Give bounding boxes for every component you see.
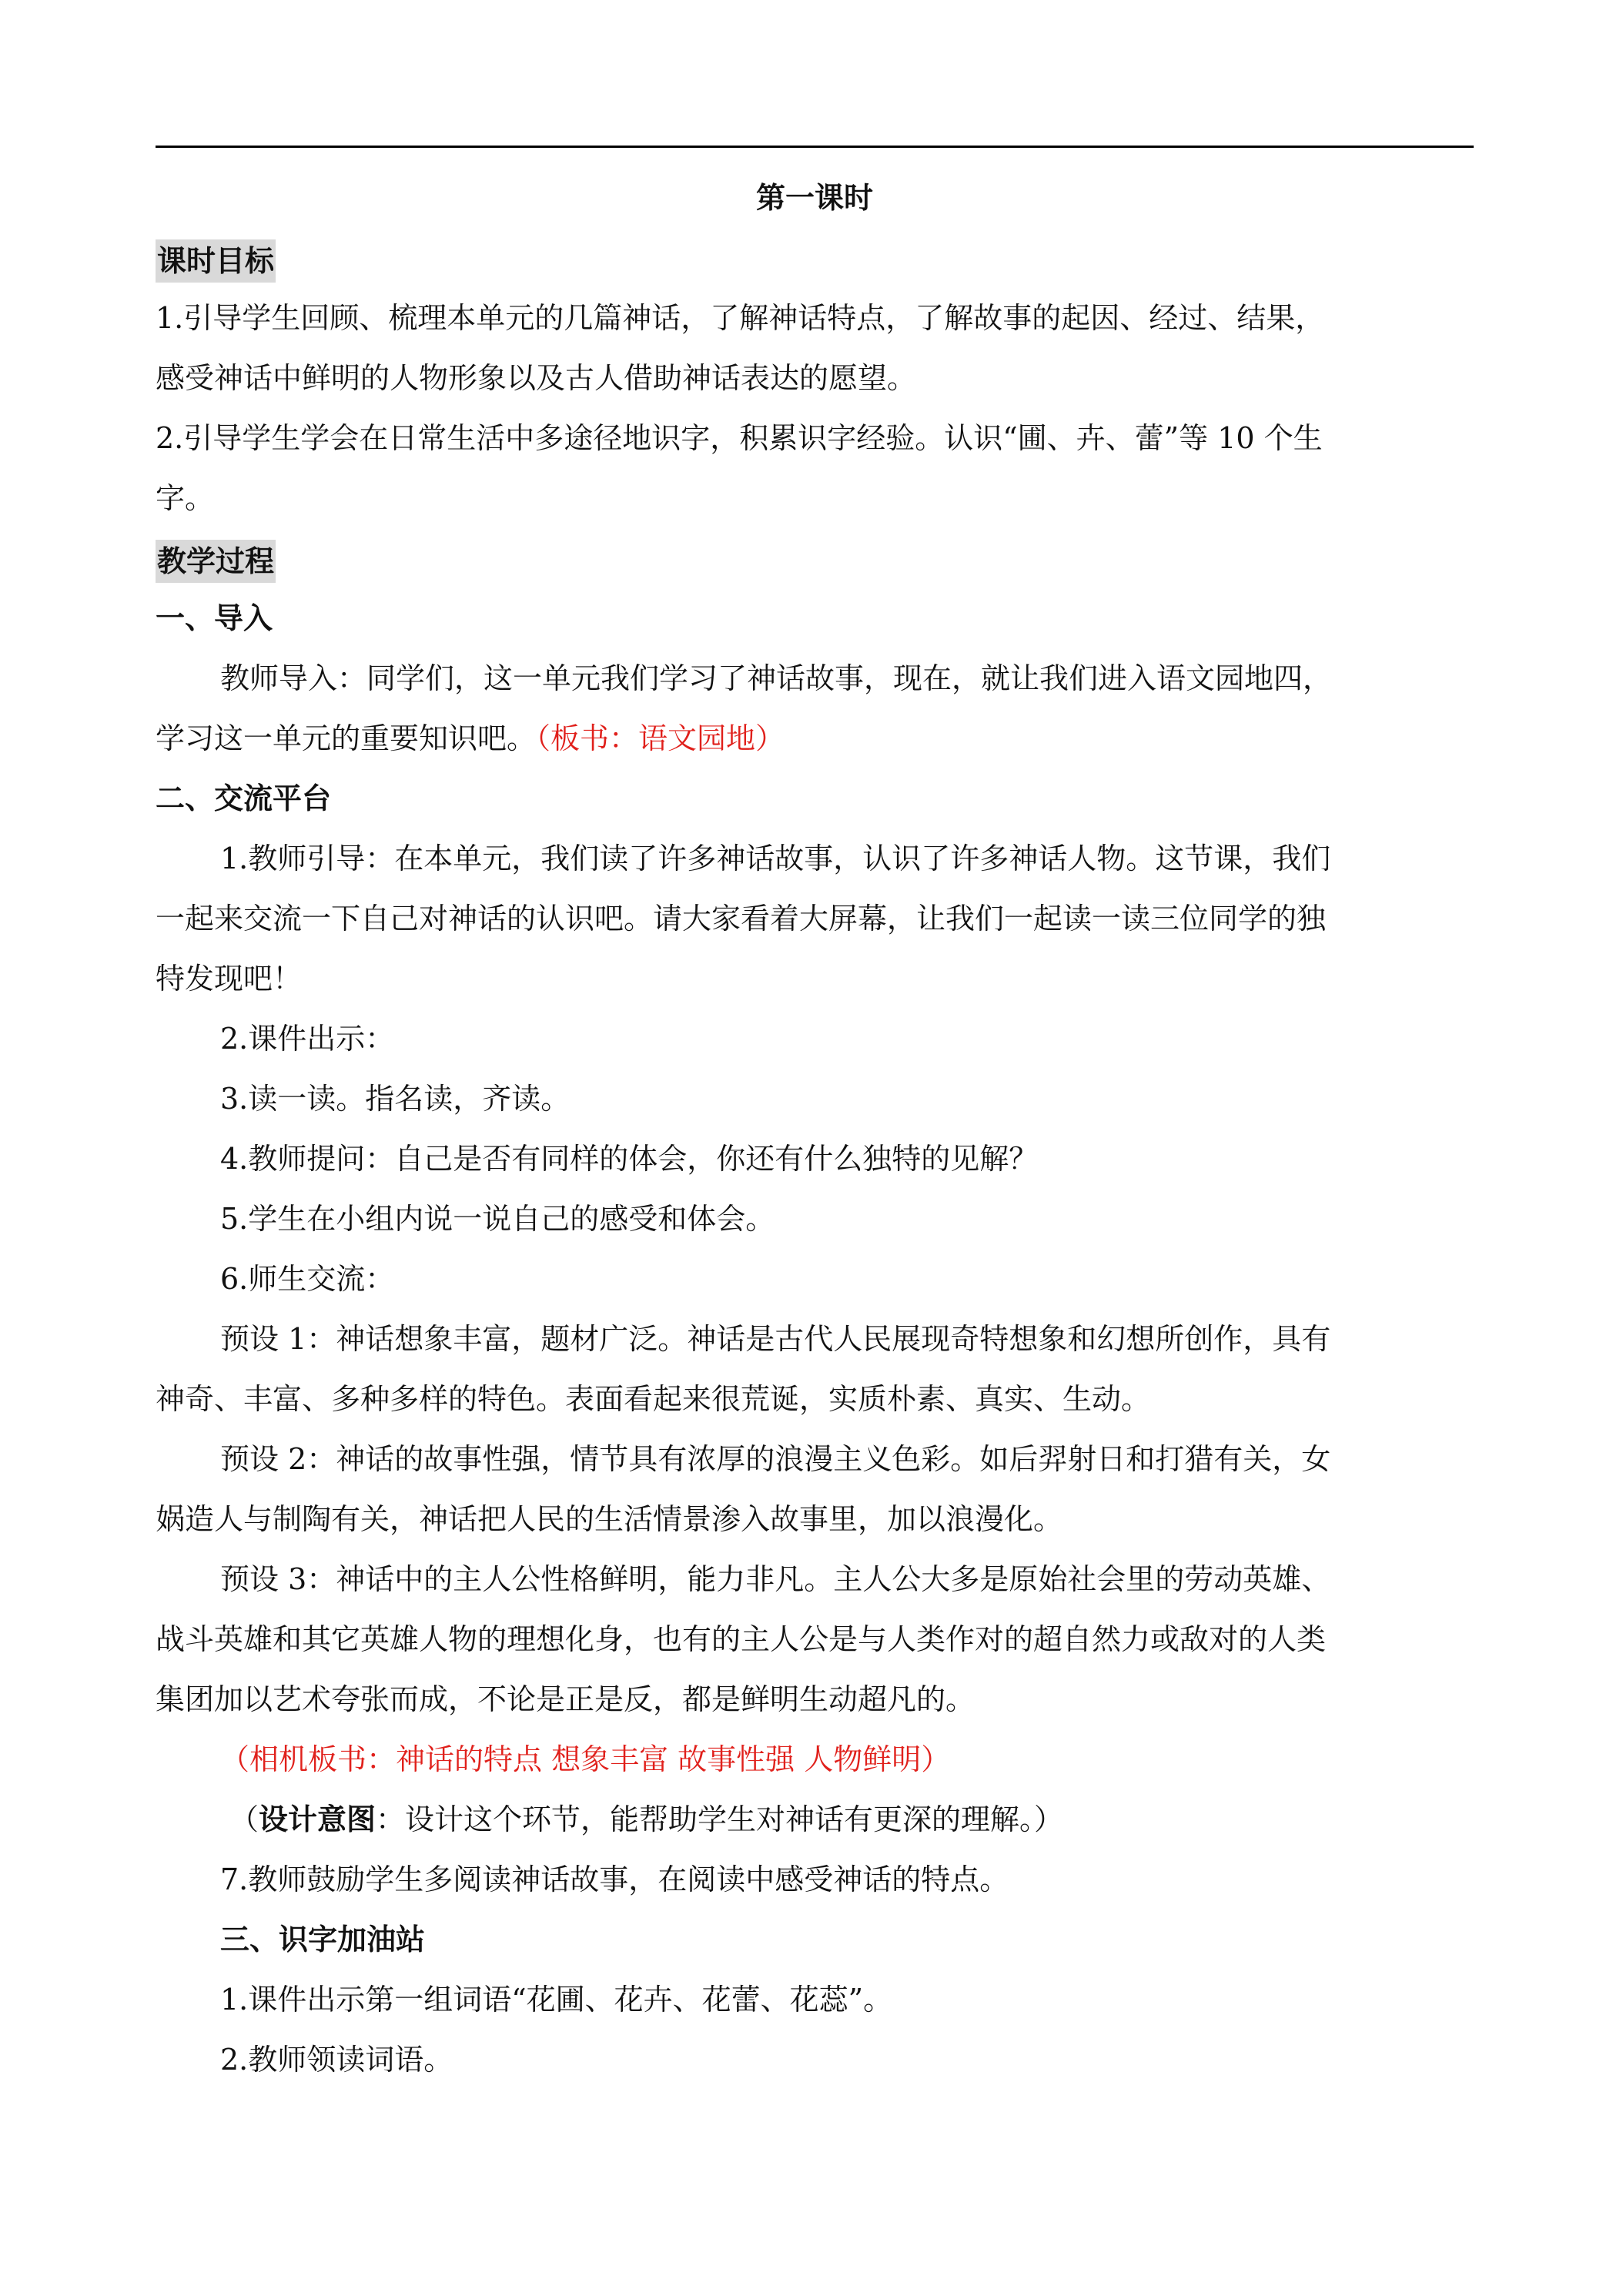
step-1-line-2: 一起来交流一下自己对神话的认识吧。请大家看着大屏幕，让我们一起读一读三位同学的独: [156, 902, 1327, 935]
preset-2-line-1: 预设 2：神话的故事性强，情节具有浓厚的浪漫主义色彩。如后羿射日和打猎有关，女: [220, 1442, 1331, 1476]
preset-3-line-3: 集团加以艺术夸张而成，不论是正是反，都是鲜明生动超凡的。: [156, 1682, 975, 1716]
board-note-intro: （板书：语文园地）: [536, 721, 785, 755]
preset-3-line-2: 战斗英雄和其它英雄人物的理想化身，也有的主人公是与人类作对的超自然力或敌对的人类: [156, 1622, 1327, 1656]
objective-2-line-2: 字。: [156, 481, 215, 515]
page-title: 第一课时: [755, 180, 873, 215]
step-6: 6.师生交流：: [220, 1262, 395, 1296]
intro-paragraph-line-2: [156, 708, 1474, 768]
objective-1-line-1: 1.引导学生回顾、梳理本单元的几篇神话，了解神话特点，了解故事的起因、经过、结果，: [156, 301, 1325, 335]
section-2-heading: 二、交流平台: [156, 781, 332, 815]
step-7: 7.教师鼓励学生多阅读神话故事，在阅读中感受神话的特点。: [220, 1863, 1009, 1896]
objective-1-line-2: 感受神话中鲜明的人物形象以及古人借助神话表达的愿望。: [156, 361, 917, 395]
literacy-step-2: 2.教师领读词语。: [220, 2043, 453, 2077]
step-4: 4.教师提问：自己是否有同样的体会，你还有什么独特的见解？: [220, 1142, 1039, 1176]
step-3: 3.读一读。指名读，齐读。: [220, 1082, 571, 1116]
intro-paragraph-line-1: 教师导入：同学们，这一单元我们学习了神话故事，现在，就让我们进入语文园地四，: [220, 661, 1333, 695]
document-body: [156, 168, 1474, 2090]
literacy-step-1: 1.课件出示第一组词语“花圃、花卉、花蕾、花蕊”。: [220, 1983, 893, 2017]
section-1-heading: 一、导入: [156, 601, 273, 635]
design-intent-text: ：设计这个环节，能帮助学生对神话有更深的理解。）: [376, 1802, 1064, 1836]
preset-1-line-1: 预设 1：神话想象丰富，题材广泛。神话是古代人民展现奇特想象和幻想所创作，具有: [220, 1322, 1331, 1356]
objective-2-line-1: 2.引导学生学会在日常生活中多途径地识字，积累识字经验。认识“圃、卉、蕾”等 10 个生: [156, 421, 1323, 455]
design-intent-line: [156, 1789, 1474, 1849]
step-1-line-3: 特发现吧！: [156, 962, 303, 996]
step-5: 5.学生在小组内说一说自己的感受和体会。: [220, 1202, 775, 1236]
step-1-line-1: 1.教师引导：在本单元，我们读了许多神话故事，认识了许多神话人物。这节课，我们: [220, 842, 1331, 875]
intro-paragraph-text: 学习这一单元的重要知识吧。: [156, 721, 537, 755]
objectives-label: 课时目标: [156, 239, 276, 283]
step-2: 2.课件出示：: [220, 1022, 395, 1056]
header-rule: [156, 146, 1474, 148]
section-3-heading: 三、识字加油站: [220, 1922, 426, 1956]
preset-2-line-2: 娲造人与制陶有关，神话把人民的生活情景渗入故事里，加以浪漫化。: [156, 1502, 1063, 1536]
design-intent-label: 设计意图: [259, 1802, 376, 1836]
board-note-features: （相机板书：神话的特点 想象丰富 故事性强 人物鲜明）: [220, 1742, 951, 1776]
preset-3-line-1: 预设 3：神话中的主人公性格鲜明，能力非凡。主人公大多是原始社会里的劳动英雄、: [220, 1562, 1331, 1596]
objectives-label-row: [156, 228, 1474, 288]
process-label: 教学过程: [156, 540, 276, 583]
process-label-row: [156, 528, 1474, 588]
preset-1-line-2: 神奇、丰富、多种多样的特色。表面看起来很荒诞，实质朴素、真实、生动。: [156, 1382, 1151, 1416]
design-intent-open-paren: （: [229, 1802, 259, 1836]
